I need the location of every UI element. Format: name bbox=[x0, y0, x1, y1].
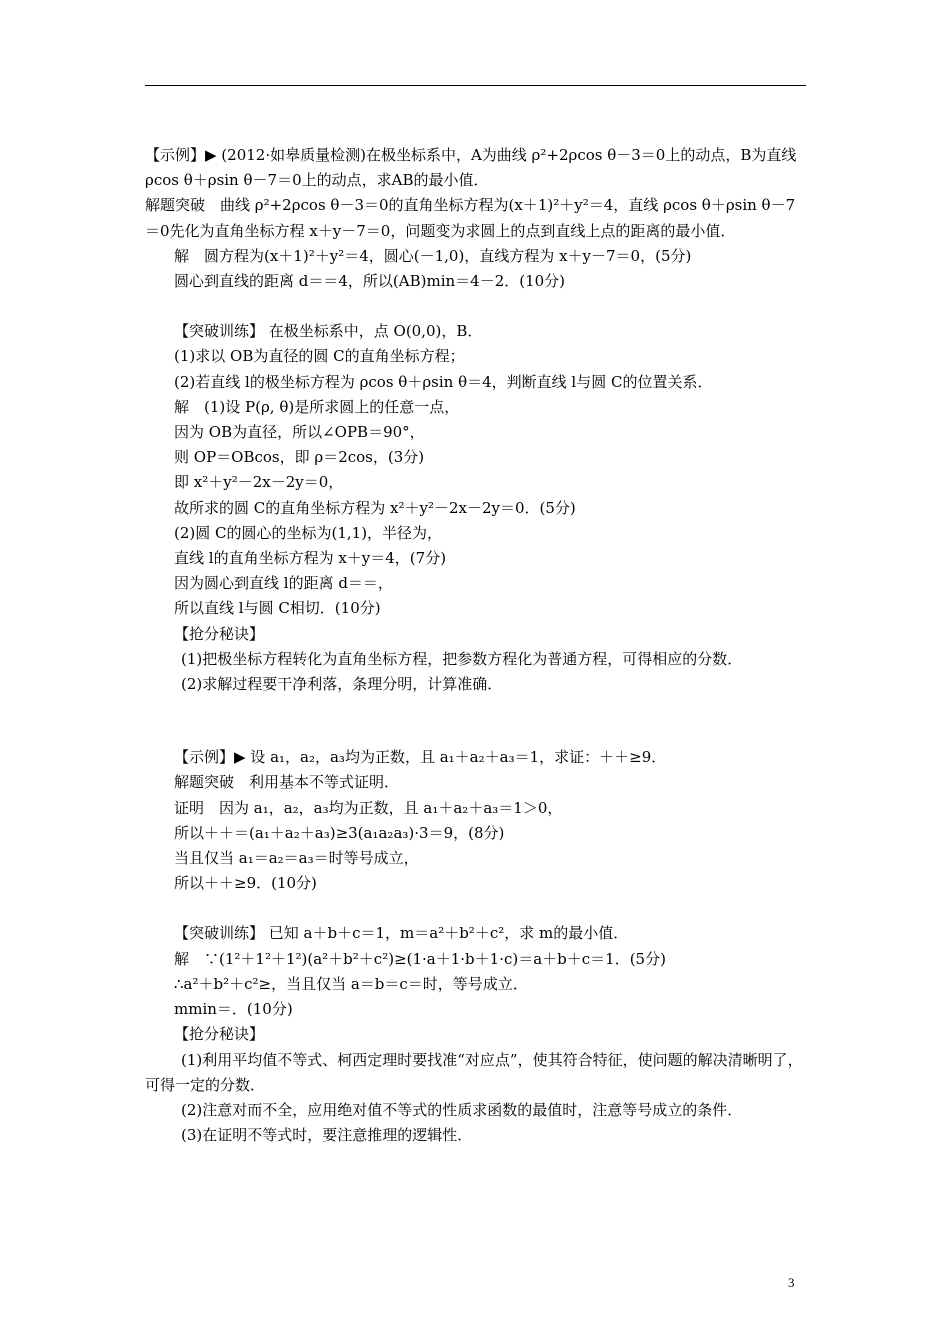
example-1-solution-2: 圆心到直线的距离 d＝＝4，所以(AB)min＝4－2．(10分) bbox=[174, 272, 566, 291]
tips-2-item-1: (1)利用平均值不等式、柯西定理时要找准“对应点”，使其符合特征，使问题的解决清晰明了，可得一定的分数． bbox=[145, 1050, 803, 1094]
example-1-hint: 解题突破 曲线 ρ²+2ρcos θ－3＝0的直角坐标方程为(x＋1)²＋y²＝4，直线 ρcos θ＋ρsin θ－7＝0先化为直角坐标方程 x＋y－7＝0，问题变为求圆上的点到直线上点的距离的最小值． bbox=[145, 196, 796, 240]
training-1-solution-8: 因为圆心到直线 l的距离 d＝＝， bbox=[174, 574, 393, 593]
training-1-solution-9: 所以直线 l与圆 C相切．(10分) bbox=[174, 599, 381, 618]
training-2-solution-3: mmin＝．(10分) bbox=[174, 1000, 293, 1019]
example-1-problem: 【示例】▶ (2012·如皋质量检测)在极坐标系中，A为曲线 ρ²+2ρcos θ－3＝0上的动点，B为直线 ρcos θ＋ρsin θ－7＝0上的动点，求AB的最小值． bbox=[145, 146, 797, 190]
example-2-proof-1: 证明 因为 a₁，a₂，a₃均为正数，且 a₁＋a₂＋a₃＝1＞0， bbox=[174, 798, 563, 817]
training-1-solution-1: 解 (1)设 P(ρ, θ)是所求圆上的任意一点， bbox=[174, 397, 460, 416]
training-1-problem: 【突破训练】 在极坐标系中，点 O(0,0)，B． bbox=[174, 322, 483, 341]
example-2-proof-2: 所以＋＋＝(a₁＋a₂＋a₃)≥3(a₁a₂a₃)·3＝9，(8分) bbox=[174, 823, 505, 842]
training-2-solution-2: ∴a²＋b²＋c²≥，当且仅当 a＝b＝c＝时，等号成立． bbox=[174, 974, 528, 993]
page-number: 3 bbox=[788, 1275, 795, 1290]
training-1-part-1: (1)求以 OB为直径的圆 C的直角坐标方程； bbox=[174, 347, 465, 366]
tips-2-item-2: (2)注意对而不全，应用绝对值不等式的性质求函数的最值时，注意等号成立的条件． bbox=[181, 1100, 743, 1119]
training-2-solution-1: 解 ∵(1²＋1²＋1²)(a²＋b²＋c²)≥(1·a＋1·b＋1·c)＝a＋b＋c＝1．(5分) bbox=[174, 949, 666, 968]
training-1-solution-7: 直线 l的直角坐标方程为 x＋y＝4，(7分) bbox=[174, 549, 447, 568]
training-1-solution-6: (2)圆 C的圆心的坐标为(1,1)，半径为， bbox=[174, 523, 443, 542]
tips-1-item-2: (2)求解过程要干净利落，条理分明，计算准确． bbox=[181, 675, 503, 694]
header-rule bbox=[145, 85, 806, 86]
example-2-proof-4: 所以＋＋≥9．(10分) bbox=[174, 874, 317, 893]
training-1-solution-2: 因为 OB为直径，所以∠OPB＝90°， bbox=[174, 423, 425, 442]
example-2-hint: 解题突破 利用基本不等式证明． bbox=[174, 773, 400, 792]
training-1-solution-3: 则 OP＝OBcos，即 ρ＝2cos，(3分) bbox=[174, 448, 425, 467]
tips-2-item-3: (3)在证明不等式时，要注意推理的逻辑性． bbox=[181, 1126, 473, 1145]
tips-1-title: 【抢分秘诀】 bbox=[174, 624, 265, 643]
training-1-part-2: (2)若直线 l的极坐标方程为 ρcos θ＋ρsin θ＝4，判断直线 l与圆 C的位置关系． bbox=[174, 372, 713, 391]
tips-1-item-1: (1)把极坐标方程转化为直角坐标方程，把参数方程化为普通方程，可得相应的分数． bbox=[181, 649, 743, 668]
training-1-solution-5: 故所求的圆 C的直角坐标方程为 x²＋y²－2x－2y＝0．(5分) bbox=[174, 498, 576, 517]
example-2-problem: 【示例】▶ 设 a₁，a₂，a₃均为正数，且 a₁＋a₂＋a₃＝1，求证：＋＋≥9． bbox=[174, 748, 667, 767]
training-2-problem: 【突破训练】 已知 a＋b＋c＝1，m＝a²＋b²＋c²，求 m的最小值． bbox=[174, 924, 629, 943]
example-2-proof-3: 当且仅当 a₁＝a₂＝a₃＝时等号成立， bbox=[174, 849, 419, 868]
training-1-solution-4: 即 x²＋y²－2x－2y＝0， bbox=[174, 473, 344, 492]
tips-2-title: 【抢分秘诀】 bbox=[174, 1025, 265, 1044]
page-content bbox=[145, 143, 810, 1148]
example-1-solution-1: 解 圆方程为(x＋1)²＋y²＝4，圆心(－1,0)，直线方程为 x＋y－7＝0，(5分) bbox=[174, 246, 692, 265]
